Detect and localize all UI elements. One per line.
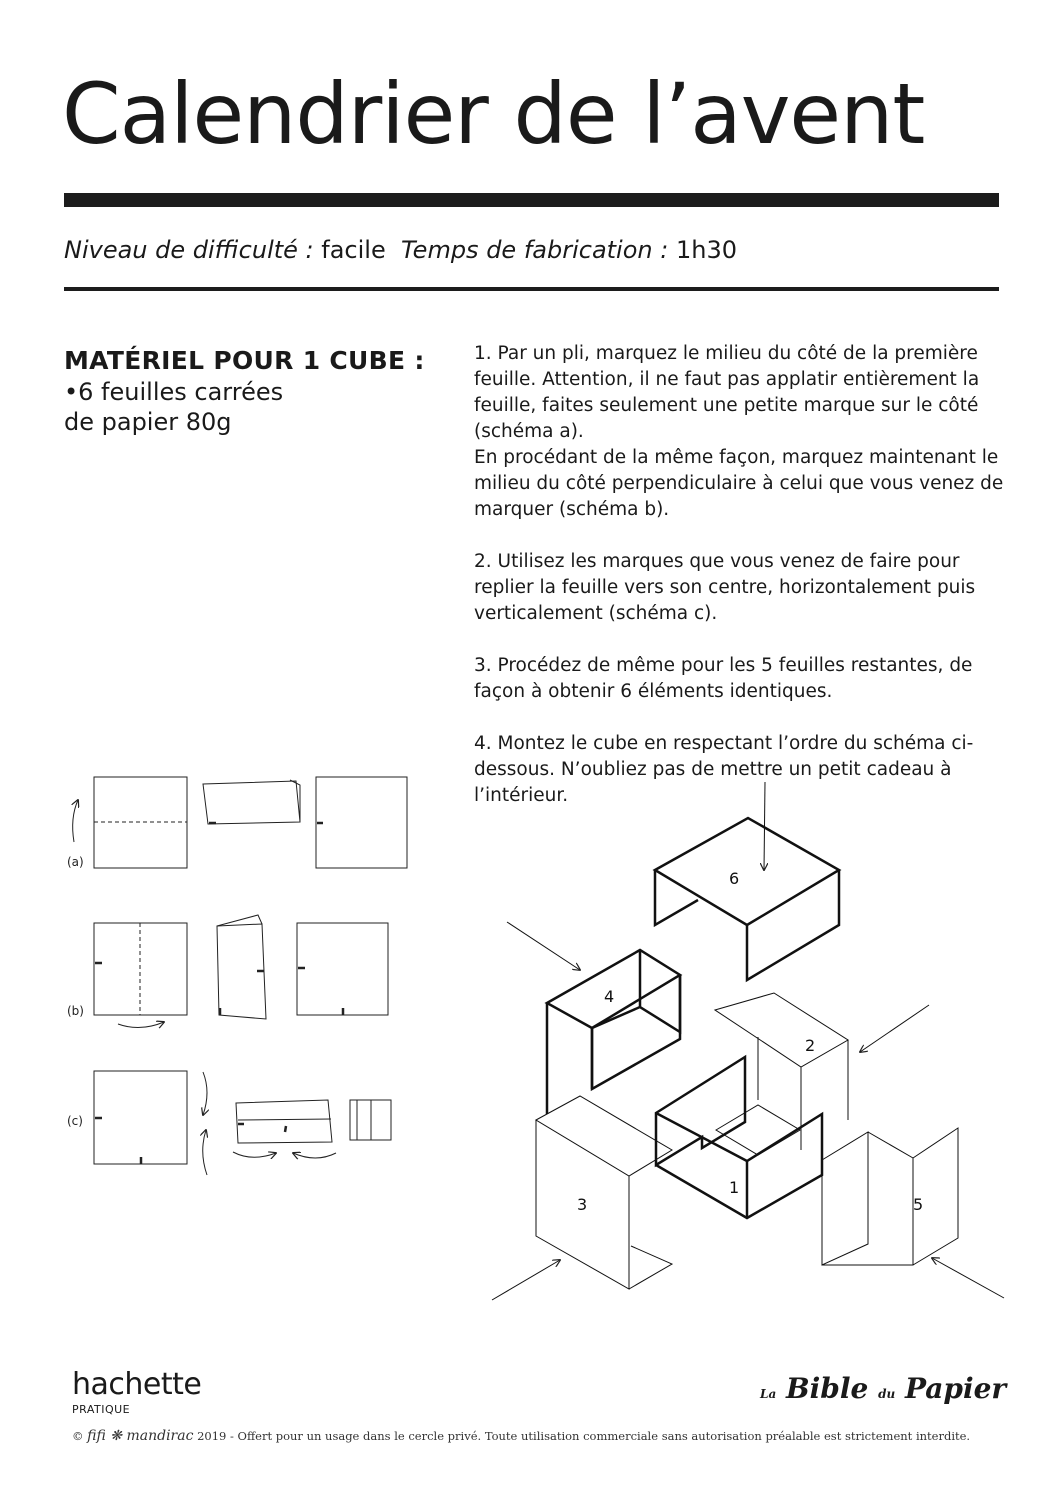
step-2: 2. Utilisez les marques que vous venez de faire pour replier la feuille vers son centre, horizontalement puis verticalement (schéma c). — [474, 551, 976, 624]
cube-piece-4 — [507, 922, 680, 1114]
cube-piece-5 — [822, 1128, 1004, 1298]
page-title: Calendrier de l’avent — [62, 65, 925, 163]
cube-label-6: 6 — [729, 869, 740, 888]
materials-line-2: de papier 80g — [64, 408, 232, 436]
difficulty-value: facile — [321, 236, 386, 264]
publisher-logo — [72, 1367, 202, 1416]
cube-label-3: 3 — [577, 1195, 588, 1214]
step-4: 4. Montez le cube en respectant l’ordre du schéma ci-dessous. N’oubliez pas de mettre un petit cadeau à l’intérieur. — [474, 733, 974, 806]
brand-word-2: Bible — [785, 1372, 869, 1405]
cube-piece-1 — [656, 1057, 822, 1218]
brand-word-4: Papier — [904, 1372, 1007, 1405]
cube-label-4: 4 — [604, 987, 615, 1006]
schema-b-label: (b) — [67, 1004, 84, 1018]
brand-logo — [760, 1372, 1006, 1405]
cube-label-1: 1 — [729, 1178, 740, 1197]
author-signature: fifi ❋ mandirac — [87, 1428, 194, 1444]
publisher-name: hachette — [72, 1367, 202, 1402]
cube-assembly — [492, 782, 1004, 1300]
schema-c-label: (c) — [67, 1114, 83, 1128]
schema-a-label: (a) — [67, 855, 84, 869]
copyright-icon: © — [72, 1429, 84, 1443]
cube-label-5: 5 — [913, 1195, 924, 1214]
materials-heading: MATÉRIEL POUR 1 CUBE : — [64, 346, 425, 375]
materials-line-1: •6 feuilles carrées — [64, 378, 284, 406]
step-3: 3. Procédez de même pour les 5 feuilles restantes, de façon à obtenir 6 éléments identiques. — [474, 655, 973, 702]
schema-b — [67, 915, 388, 1028]
publisher-sub: PRATIQUE — [72, 1403, 131, 1416]
copyright-line — [72, 1428, 970, 1444]
copyright-text: 2019 - Offert pour un usage dans le cercle privé. Toute utilisation commerciale sans autorisation préalable est strictement interdite. — [197, 1429, 971, 1443]
brand-word-3: du — [878, 1387, 896, 1401]
difficulty-label: Niveau de difficulté : — [64, 236, 314, 264]
time-value: 1h30 — [675, 236, 738, 264]
cube-label-2: 2 — [805, 1036, 816, 1055]
step-1-continued: En procédant de la même façon, marquez maintenant le milieu du côté perpendiculaire à celui que vous venez de marquer (schéma b). — [474, 447, 1004, 520]
brand-word-1: La — [760, 1387, 777, 1401]
cube-piece-6 — [655, 782, 839, 980]
schema-a — [67, 777, 407, 869]
time-label: Temps de fabrication : — [400, 236, 669, 264]
schema-c — [67, 1071, 391, 1175]
step-1: 1. Par un pli, marquez le milieu du côté de la première feuille. Attention, il ne faut pas applatir entièrement la feuille, faites seulement une petite marque sur le côté (schéma a). — [474, 343, 980, 442]
cube-piece-3 — [492, 1096, 672, 1300]
